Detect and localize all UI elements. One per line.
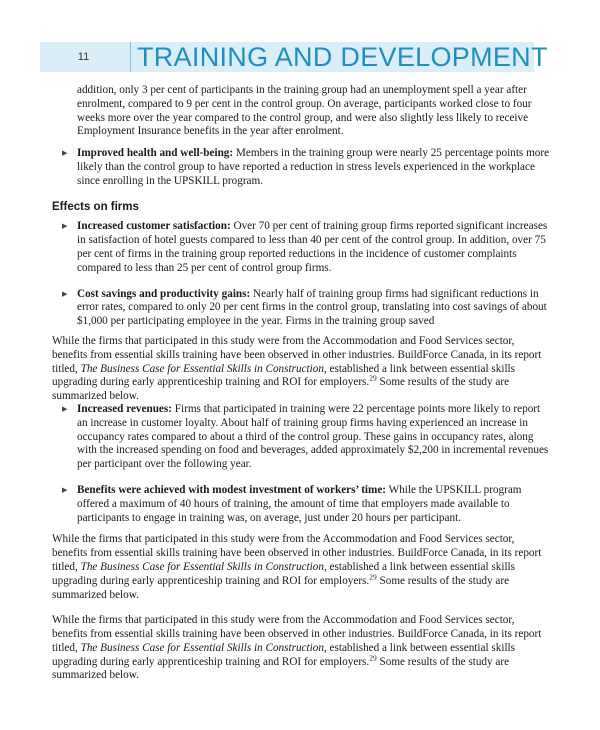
summary-paragraph-repeat-2: While the firms that participated in this study were from the Accommodation and Food Services sector, benefits from essential skills training have been observed in other industries. BuildForce Canada, in its report titled, The Business Case for Essential Skills in Construction, established a link between essential skills upgrading during early apprenticeship training and ROI for employers.$^{29}$ Some results of the study are summarized below. <box>52 614 542 682</box>
bullet-arrow-icon: ▶ <box>62 404 68 413</box>
bullet-arrow-icon: ▶ <box>62 149 68 158</box>
footnote-marker: 29 <box>369 373 377 383</box>
page-title: TRAINING AND DEVELOPMENT <box>137 42 548 72</box>
bullet-arrow-icon: ▶ <box>62 485 68 494</box>
page-number: 11 <box>77 51 90 63</box>
report-title: The Business Case for Essential Skills in Construction <box>80 641 324 654</box>
footnote-marker: 29 <box>369 571 377 581</box>
section-heading-firms: Effects on firms <box>52 200 139 213</box>
report-title: The Business Case for Essential Skills in Construction <box>80 560 324 573</box>
bullet-customer-satisfaction: ▶ Increased customer satisfaction: Over 70 per cent of training group firms reported significant increases in satisfaction of hotel guests compared to less than 40 per cent of the control group. In addition, over 75 per cent of firms in the training group reported reductions in the incidence of customer complaints compared to less than 25 per cent of control group firms. <box>62 220 548 274</box>
summary-paragraph-repeat-1: While the firms that participated in this study were from the Accommodation and Food Services sector, benefits from essential skills training have been observed in other industries. BuildForce Canada, in its report titled, The Business Case for Essential Skills in Construction, established a link between essential skills upgrading during early apprenticeship training and ROI for employers.$^{29}$ Some results of the study are summarized below. <box>52 533 542 601</box>
bullet-cost-savings: ▶ Cost savings and productivity gains: Nearly half of training group firms had significant reductions in error rates, compared to only 20 per cent firms in the control group, translating into cost savings of about $1,000 per participating employee in the year. Firms in the training group saved <box>62 287 547 328</box>
bullet-modest-investment: ▶ Benefits were achieved with modest investment of workers’ time: While the UPSKILL program offered a maximum of 40 hours of training, the amount of time that employers made available to participants to engage in training was, on average, just under 20 hours per participant. <box>62 483 522 524</box>
bullet-arrow-icon: ▶ <box>62 289 68 298</box>
page-content <box>52 84 552 695</box>
bullet-health: ▶ Improved health and well-being: Members in the training group were nearly 25 percentage points more likely than the control group to have reported a reduction in stress levels experienced in the workplace since enrolling in the UPSKILL program. <box>62 147 550 187</box>
bullet-arrow-icon: ▶ <box>62 222 68 231</box>
header-divider <box>130 42 131 72</box>
bullet-increased-revenues: ▶ Increased revenues: Firms that participated in training were 22 percentage points more likely to report an increase in customer loyalty. About half of training group firms having experienced an increase in occupancy rates compared to about a third of the control group. These gains in occupancy rates, along with the increased spending on food and beverages, added approximately $2,200 in incremental revenues per participant over the following year. <box>62 402 549 471</box>
report-title: The Business Case for Essential Skills in Construction <box>80 362 324 375</box>
footnote-marker: 29 <box>369 652 377 662</box>
continuation-paragraph: addition, only 3 per cent of participants in the training group had an unemployment spell a year after enrolment, compared to 9 per cent in the control group. On average, participants worked close to four weeks more over the year compared to the control group, and were also slightly less likely to receive Employment Insurance benefits in the year after enrolment. <box>77 84 532 138</box>
summary-paragraph: While the firms that participated in this study were from the Accommodation and Food Services sector, benefits from essential skills training have been observed in other industries. BuildForce Canada, in its report titled, The Business Case for Essential Skills in Construction, established a link between essential skills upgrading during early apprenticeship training and ROI for employers.$^{29}$ Some results of the study are summarized below. <box>52 334 542 403</box>
